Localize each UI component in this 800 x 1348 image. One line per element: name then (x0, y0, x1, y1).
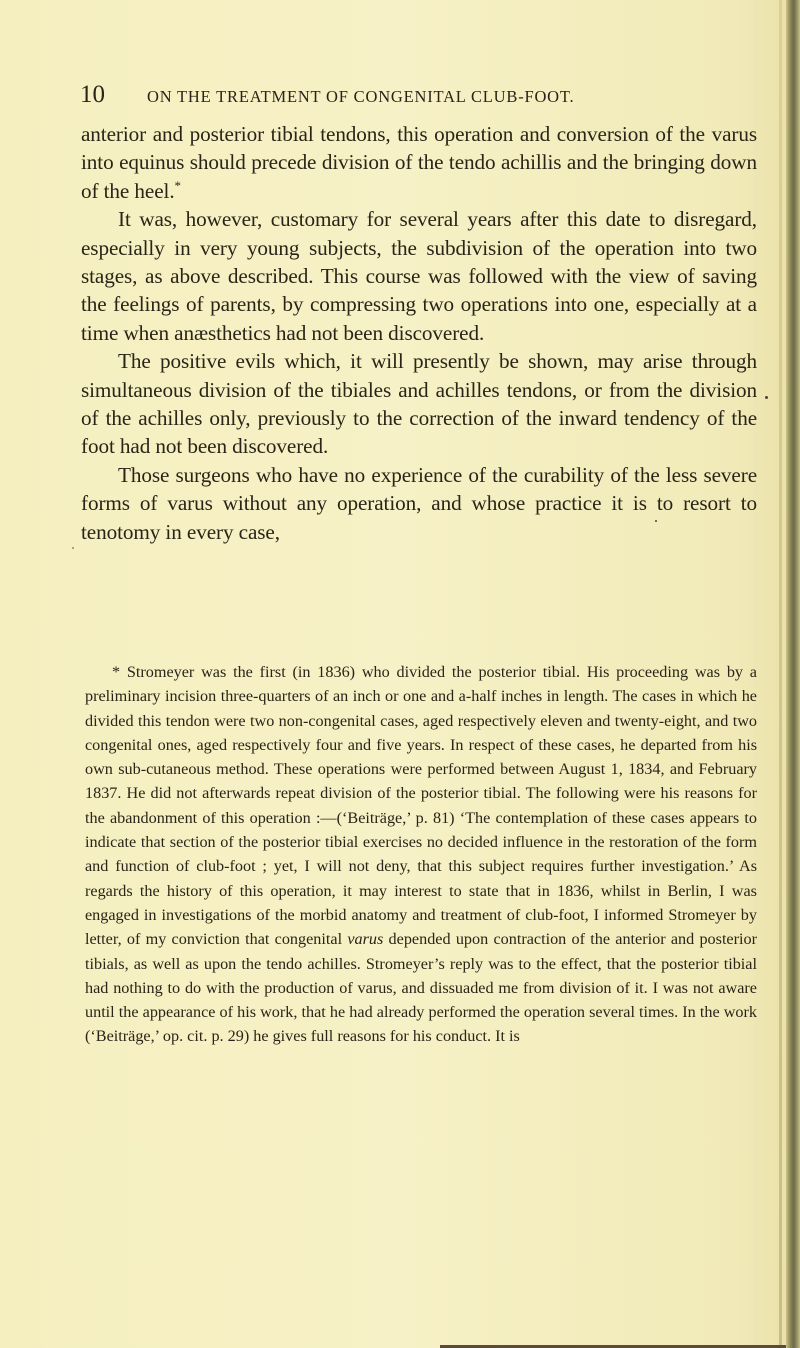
footnote-text: Stromeyer was the first (in 1836) who divided the posterior tibial. His proceeding was by a preliminary incision three-quarters of an inch or one and a-half inches in length. The cases in which he divided this tendon were two non-congenital cases, aged respectively eleven and twenty-eight, and two congenital ones, aged respectively four and five years. In respect of these cases, he departed from his own sub-cutaneous method. These operations were performed between August 1, 1834, and February 1837. He did not afterwards repeat division of the posterior tibial. The following were his reasons for the abandonment of this operation :—(‘Beiträge,’ p. 81) ‘The contemplation of these cases appears to indicate that section of the posterior tibial exercises no decided influence in the restoration of the form and function of club-foot ; yet, I will not deny, that this subject requires further investigation.’ As regards the history of this operation, it may interest to state that in 1836, whilst in Berlin, I was engaged in investigations of the morbid anatomy and treatment of club-foot, I informed Stromeyer by letter, of my conviction that congenital (85, 663, 757, 949)
paper-speck (765, 396, 768, 399)
page-number: 10 (80, 81, 105, 108)
paragraph-text: anterior and posterior tibial tendons, this operation and conversion of the varus into equinus should precede division of the tendo achillis and the bringing down of the heel. (81, 122, 757, 203)
paragraph: It was, however, customary for several years after this date to disregard, especially in very young subjects, the subdivision of the operation into two stages, as above described. This course was followed with the view of saving the feelings of parents, by compressing two operations into one, especially at a time when anæsthetics had not been discovered. (81, 207, 757, 345)
running-head: ON THE TREATMENT OF CONGENITAL CLUB-FOOT. (147, 87, 575, 106)
footnote-italic-term: varus (347, 930, 384, 949)
paper-speck (72, 547, 74, 549)
paper-speck (655, 520, 657, 522)
paragraph: Those surgeons who have no experience of the curability of the less severe forms of varus without any operation, and whose practice it is to resort to tenotomy in every case, (81, 462, 757, 544)
page-header (80, 80, 720, 110)
footnote-mark: * (112, 663, 121, 681)
footnote-paragraph (85, 660, 757, 1049)
footnote (85, 660, 757, 1049)
footnote-text: depended upon contraction of the anterior and posterior tibials, as well as upon the tendo achilles. Stromeyer’s reply was to the effect, that the posterior tibial had nothing to do with the production of varus, and dissuaded me from division of it. I was not aware until the appearance of his work, that he had already performed the operation several times. In the work (‘Beiträge,’ op. cit. p. 29) he gives full reasons for his conduct. It is (85, 930, 757, 1046)
book-spine-shadow (786, 0, 800, 1348)
footnote-reference: * (174, 177, 181, 193)
paragraph: The positive evils which, it will presently be shown, may arise through simultaneous division of the tibiales and achilles tendons, or from the division of the achilles only, previously to the correction of the inward tendency of the foot had not been discovered. (81, 349, 757, 459)
main-text (81, 120, 757, 546)
paragraph (81, 120, 757, 205)
page-gutter-line (779, 0, 782, 1348)
